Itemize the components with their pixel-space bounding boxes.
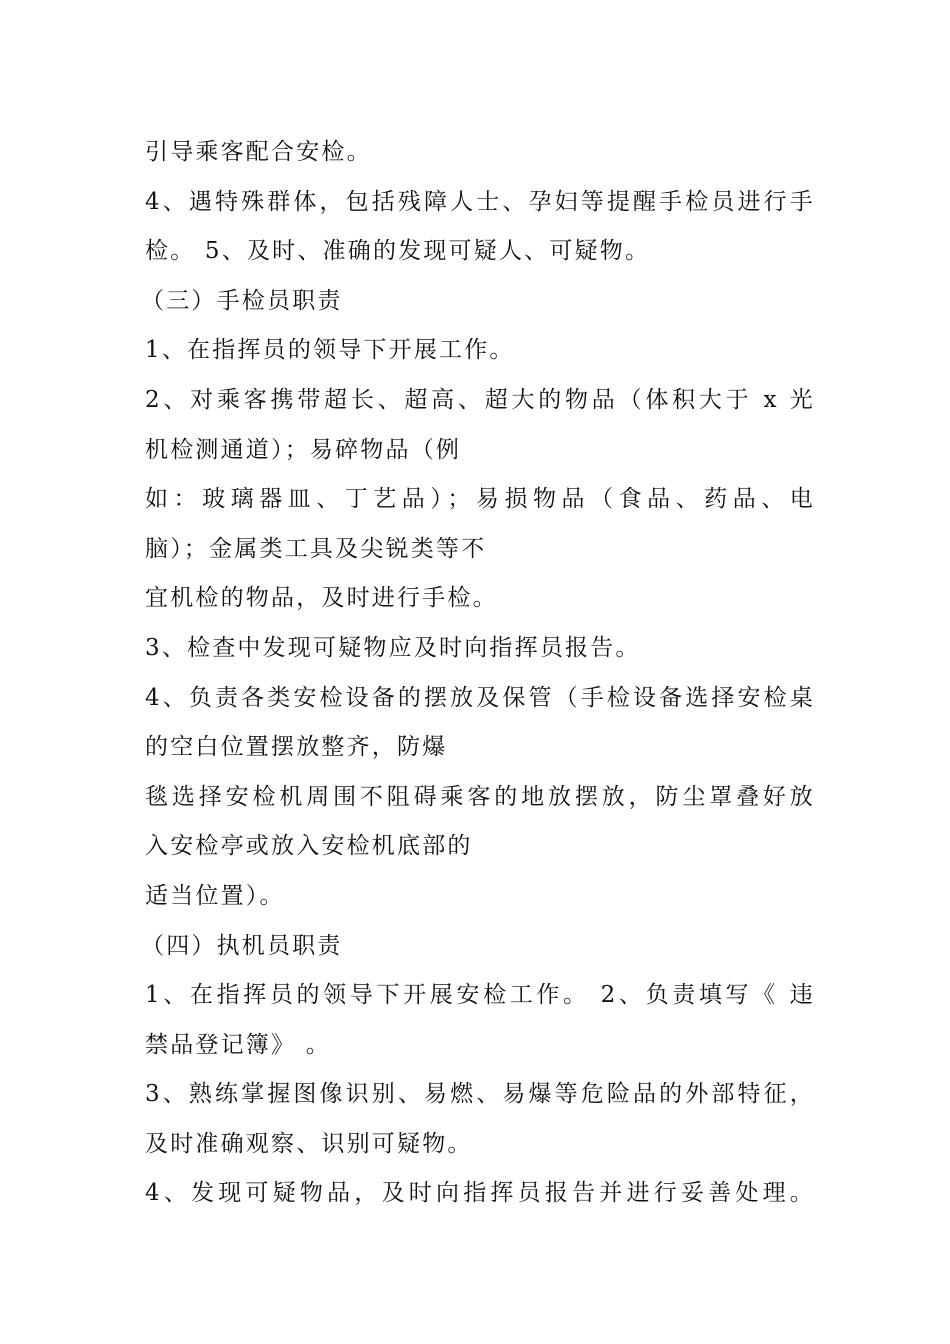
text-line: 4、遇特殊群体，包括残障人士、孕妇等提醒手检员进行手 bbox=[145, 188, 815, 215]
text-line: 机检测通道）；易碎物品（例 bbox=[145, 436, 462, 463]
text-line: 1、在指挥员的领导下开展安检工作。 2、负责填写《 违 bbox=[145, 982, 815, 1009]
text-line: 宜机检的物品，及时进行手检。 bbox=[145, 585, 498, 612]
text-line: 适当位置）。 bbox=[145, 882, 285, 909]
text-line: 的空白位置摆放整齐，防爆 bbox=[145, 734, 448, 761]
text-line: 3、熟练掌握图像识别、易燃、易爆等危险品的外部特征， bbox=[145, 1081, 815, 1108]
text-line: 如：玻璃器皿、丁艺品）；易损物品（食品、药品、电 bbox=[145, 486, 815, 513]
text-line: 禁品登记簿》 。 bbox=[145, 1031, 331, 1058]
text-line: 1、在指挥员的领导下开展工作。 bbox=[145, 337, 515, 364]
section-heading: （四）执机员职责 bbox=[141, 932, 343, 959]
text-line: 入安检亭或放入安检机底部的 bbox=[145, 833, 473, 860]
text-line: 毯选择安检机周围不阻碍乘客的地放摆放，防尘罩叠好放 bbox=[145, 783, 815, 810]
document-body bbox=[141, 128, 815, 1219]
text-line: 脑）；金属类工具及尖锐类等不 bbox=[145, 535, 487, 562]
text-line: 4、发现可疑物品，及时向指挥员报告并进行妥善处理。 bbox=[145, 1180, 815, 1207]
text-line: 引导乘客配合安检。 bbox=[145, 139, 372, 165]
text-line: 3、检查中发现可疑物应及时向指挥员报告。 bbox=[145, 634, 641, 661]
text-line: 及时准确观察、识别可疑物。 bbox=[145, 1130, 473, 1157]
text-line: 2、对乘客携带超长、超高、超大的物品（体积大于 x 光 bbox=[145, 386, 815, 413]
section-heading: （三）手检员职责 bbox=[141, 287, 343, 314]
text-line: 检。 5、及时、准确的发现可疑人、可疑物。 bbox=[145, 238, 651, 265]
text-line: 4、负责各类安检设备的摆放及保管（手检设备选择安检桌 bbox=[145, 684, 815, 711]
